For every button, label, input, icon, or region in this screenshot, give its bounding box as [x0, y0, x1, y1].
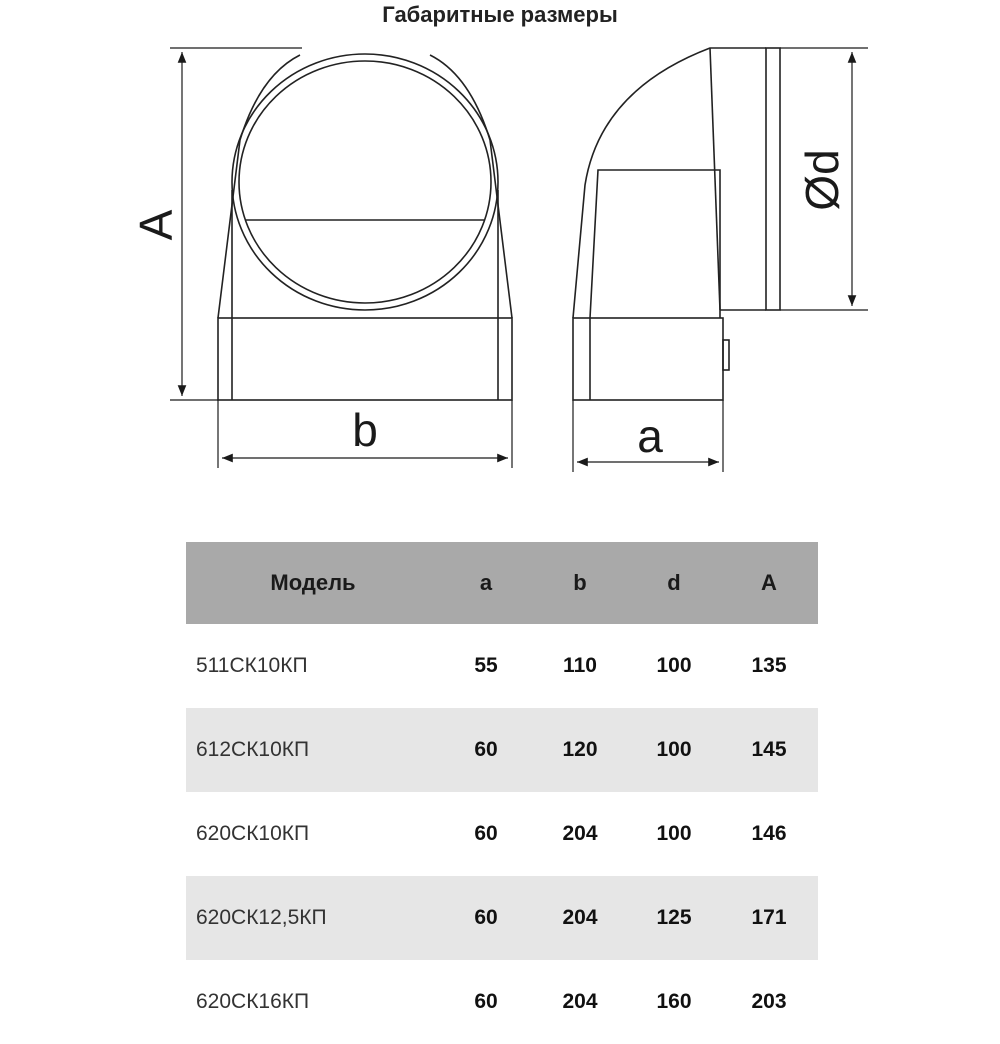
cell-a: 60	[440, 876, 532, 960]
header-model: Модель	[186, 542, 440, 624]
header-a: a	[440, 542, 532, 624]
header-A: A	[720, 542, 818, 624]
page-title: Габаритные размеры	[382, 2, 618, 27]
cell-A: 146	[751, 822, 787, 845]
header-b: b	[532, 542, 628, 624]
cell-b: 110	[563, 654, 597, 677]
label-d: Ød	[796, 149, 848, 211]
cell-a: 60	[474, 822, 498, 845]
cell-a: 60	[474, 990, 498, 1013]
cell-d: 100	[656, 654, 692, 677]
table-row	[186, 792, 818, 876]
label-a: a	[637, 410, 663, 462]
cell-model: 620СК16КП	[196, 990, 310, 1013]
cell-d: 160	[656, 990, 692, 1013]
cell-A: 145	[720, 708, 818, 792]
header-d: d	[628, 542, 720, 624]
cell-model: 612СК10КП	[186, 708, 440, 792]
table-row	[186, 960, 818, 1044]
dimension-A	[170, 48, 302, 400]
cell-b: 204	[562, 822, 598, 845]
cell-A: 203	[751, 990, 787, 1013]
label-b: b	[352, 404, 378, 456]
cell-A: 171	[720, 876, 818, 960]
table-row	[186, 708, 818, 792]
cell-model: 620СК12,5КП	[186, 876, 440, 960]
side-view	[573, 48, 780, 400]
cell-a: 60	[440, 708, 532, 792]
cell-model: 511СК10КП	[196, 654, 308, 677]
cell-model: 620СК10КП	[196, 822, 310, 845]
table-header-row	[186, 542, 818, 624]
specification-table	[186, 542, 818, 1044]
table-row	[186, 876, 818, 960]
front-view	[218, 54, 512, 400]
dimension-drawing	[0, 0, 1000, 520]
cell-d: 125	[628, 876, 720, 960]
cell-d: 100	[628, 708, 720, 792]
cell-A: 135	[751, 654, 787, 677]
cell-b: 204	[562, 990, 598, 1013]
cell-b: 120	[532, 708, 628, 792]
cell-b: 204	[532, 876, 628, 960]
cell-d: 100	[656, 822, 692, 845]
label-A: A	[130, 209, 182, 241]
cell-a: 55	[474, 654, 498, 677]
table-row	[186, 624, 818, 708]
